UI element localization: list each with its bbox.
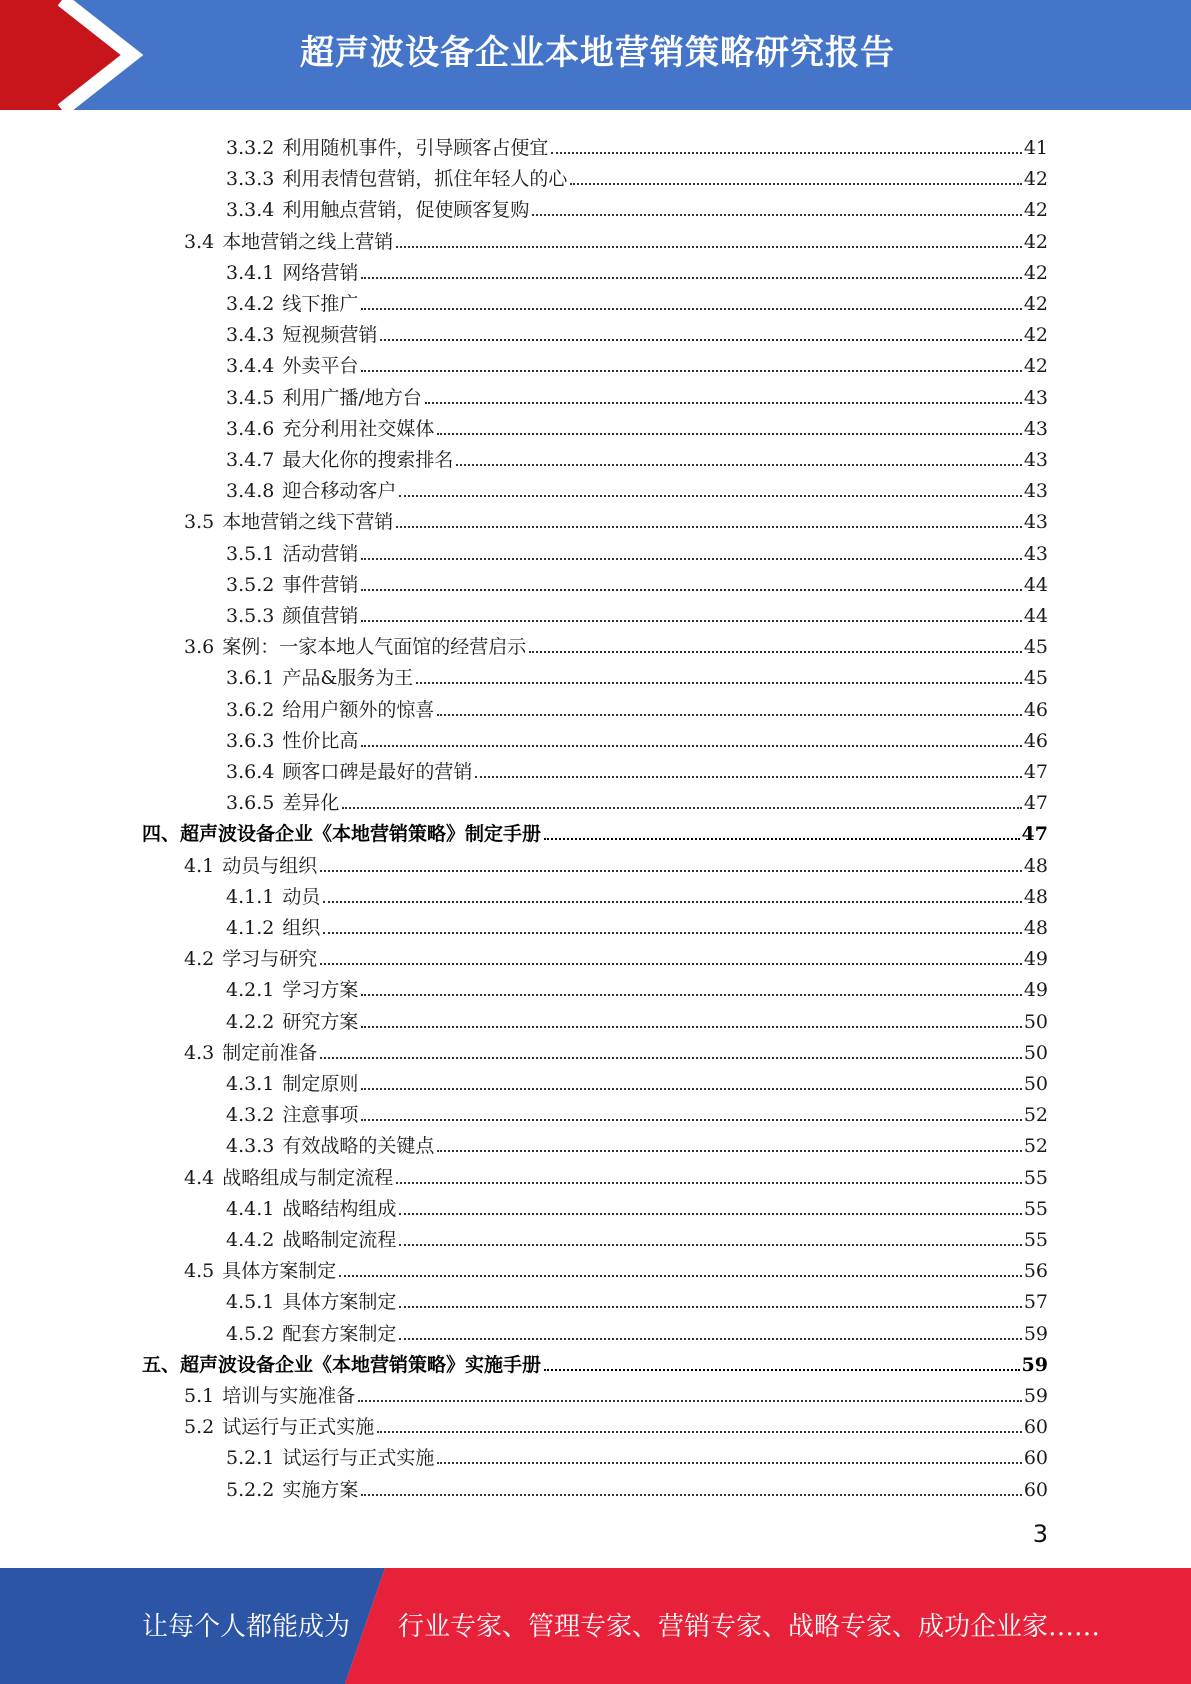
toc-entry[interactable] bbox=[0, 814, 1048, 845]
toc-entry[interactable] bbox=[0, 1282, 1048, 1313]
toc-entry-number: 3.4.8 bbox=[226, 480, 275, 503]
toc-dot-leader bbox=[399, 1244, 1021, 1246]
toc-entry-number: 5.1 bbox=[184, 1385, 215, 1407]
toc-entry-number: 4.1.1 bbox=[226, 885, 275, 908]
toc-entry[interactable] bbox=[0, 378, 1048, 409]
toc-dot-leader bbox=[361, 620, 1021, 622]
toc-entry-title: 战略结构组成 bbox=[282, 1197, 397, 1220]
toc-entry[interactable] bbox=[0, 1376, 1048, 1407]
toc-entry-number: 3.4.6 bbox=[226, 417, 275, 440]
toc-entry[interactable] bbox=[0, 658, 1048, 689]
toc-dot-leader bbox=[361, 1088, 1021, 1090]
toc-entry-title: 利用广播/地方台 bbox=[282, 386, 422, 409]
toc-entry[interactable] bbox=[0, 939, 1048, 970]
toc-entry-title: 实施方案 bbox=[282, 1478, 359, 1501]
toc-entry-title: 迎合移动客户 bbox=[282, 480, 397, 503]
toc-entry-number: 3.5 bbox=[184, 511, 215, 534]
toc-entry-page: 47 bbox=[1023, 792, 1048, 815]
toc-entry-title: 培训与实施准备 bbox=[222, 1385, 356, 1407]
toc-dot-leader bbox=[399, 1338, 1021, 1340]
toc-entry-title: 案例：一家本地人气面馆的经营启示 bbox=[222, 636, 527, 659]
toc-entry-title: 具体方案制定 bbox=[282, 1291, 397, 1314]
toc-dot-leader bbox=[361, 745, 1021, 747]
toc-entry-page: 59 bbox=[1023, 1322, 1048, 1345]
toc-entry-title: 颜值营销 bbox=[282, 605, 359, 627]
toc-entry-page: 45 bbox=[1023, 636, 1048, 659]
toc-entry-number: 3.5.3 bbox=[226, 605, 275, 627]
toc-entry-page: 42 bbox=[1023, 324, 1048, 347]
toc-entry[interactable] bbox=[0, 253, 1048, 284]
toc-dot-leader bbox=[342, 807, 1021, 809]
toc-entry-number: 4.4.1 bbox=[226, 1197, 275, 1220]
toc-entry[interactable] bbox=[0, 721, 1048, 752]
toc-entry[interactable] bbox=[0, 409, 1048, 440]
toc-dot-leader bbox=[361, 308, 1021, 310]
toc-entry-title: 差异化 bbox=[282, 792, 340, 815]
toc-entry-page: 42 bbox=[1023, 261, 1048, 284]
toc-entry[interactable] bbox=[0, 284, 1048, 315]
page-header bbox=[0, 0, 1191, 110]
toc-entry-number: 4.5 bbox=[184, 1260, 215, 1283]
toc-entry-title: 利用随机事件，引导顾客占便宜 bbox=[282, 137, 549, 159]
toc-entry-number: 3.3.2 bbox=[226, 137, 275, 159]
toc-entry-title: 四、超声波设备企业《本地营销策略》制定手册 bbox=[142, 823, 542, 846]
toc-dot-leader bbox=[437, 1150, 1021, 1152]
toc-entry[interactable] bbox=[0, 1095, 1048, 1126]
toc-entry-number: 4.5.2 bbox=[226, 1322, 275, 1345]
toc-dot-leader bbox=[532, 214, 1021, 216]
toc-entry[interactable] bbox=[0, 1251, 1048, 1282]
toc-entry-page: 42 bbox=[1023, 230, 1048, 253]
toc-entry-page: 42 bbox=[1023, 199, 1048, 222]
toc-entry-page: 49 bbox=[1023, 948, 1048, 971]
toc-dot-leader bbox=[361, 1494, 1021, 1496]
toc-entry-title: 试运行与正式实施 bbox=[222, 1416, 375, 1439]
toc-entry-title: 学习方案 bbox=[282, 979, 359, 1002]
toc-dot-leader bbox=[377, 1431, 1022, 1433]
toc-entry-number: 3.4.5 bbox=[226, 386, 275, 409]
toc-entry-page: 43 bbox=[1023, 480, 1048, 503]
toc-entry[interactable] bbox=[0, 440, 1048, 471]
toc-entry-title: 产品&服务为王 bbox=[282, 667, 414, 690]
toc-dot-leader bbox=[320, 1057, 1022, 1059]
toc-entry-number: 3.6.5 bbox=[226, 792, 275, 815]
toc-entry-number: 3.6.4 bbox=[226, 761, 275, 783]
toc-entry[interactable] bbox=[0, 128, 1048, 159]
toc-entry[interactable] bbox=[0, 970, 1048, 1001]
toc-entry-number: 4.3.2 bbox=[226, 1104, 275, 1127]
toc-dot-leader bbox=[475, 776, 1021, 778]
toc-dot-leader bbox=[425, 402, 1022, 404]
toc-entry-title: 充分利用社交媒体 bbox=[282, 417, 435, 440]
toc-entry[interactable] bbox=[0, 1407, 1048, 1438]
toc-entry-number: 4.2.2 bbox=[226, 1010, 275, 1033]
toc-dot-leader bbox=[399, 495, 1021, 497]
toc-entry-title: 顾客口碑是最好的营销 bbox=[282, 761, 473, 783]
toc-dot-leader bbox=[320, 963, 1022, 965]
toc-entry-number: 4.2.1 bbox=[226, 979, 275, 1002]
toc-entry[interactable] bbox=[0, 1314, 1048, 1345]
toc-entry-title: 事件营销 bbox=[282, 573, 359, 596]
toc-entry-number: 3.6 bbox=[184, 636, 215, 659]
toc-entry-title: 制定前准备 bbox=[222, 1041, 318, 1064]
toc-entry[interactable] bbox=[0, 159, 1048, 190]
toc-entry-title: 有效战略的关键点 bbox=[282, 1135, 435, 1158]
toc-entry[interactable] bbox=[0, 1158, 1048, 1189]
toc-dot-leader bbox=[544, 838, 1020, 840]
toc-entry-number: 4.3 bbox=[184, 1041, 215, 1064]
toc-dot-leader bbox=[361, 1026, 1021, 1028]
toc-dot-leader bbox=[399, 1213, 1021, 1215]
toc-entry-page: 44 bbox=[1023, 573, 1048, 596]
toc-entry-number: 3.5.1 bbox=[226, 542, 275, 565]
toc-dot-leader bbox=[361, 1119, 1021, 1121]
footer-slogan-right: 行业专家、管理专家、营销专家、战略专家、成功企业家…… bbox=[398, 1612, 1101, 1642]
toc-dot-leader bbox=[396, 1182, 1022, 1184]
toc-entry-page: 48 bbox=[1023, 917, 1048, 939]
toc-entry-page: 59 bbox=[1021, 1353, 1048, 1376]
toc-dot-leader bbox=[380, 339, 1021, 341]
toc-entry-number: 4.2 bbox=[184, 948, 215, 971]
toc-entry-title: 组织 bbox=[282, 917, 321, 939]
toc-entry-title: 试运行与正式实施 bbox=[282, 1447, 435, 1470]
toc-entry[interactable] bbox=[0, 1345, 1048, 1376]
toc-entry-page: 50 bbox=[1023, 1010, 1048, 1033]
toc-entry-number: 3.4.2 bbox=[226, 293, 275, 315]
toc-entry-number: 3.4.3 bbox=[226, 324, 275, 347]
toc-entry-title: 战略制定流程 bbox=[282, 1229, 397, 1251]
toc-entry-title: 学习与研究 bbox=[222, 948, 318, 971]
toc-entry-number: 3.6.3 bbox=[226, 729, 275, 752]
toc-dot-leader bbox=[544, 1369, 1020, 1371]
toc-entry-number: 5.2.2 bbox=[226, 1478, 275, 1501]
toc-entry-title: 最大化你的搜索排名 bbox=[282, 449, 454, 471]
toc-entry[interactable] bbox=[0, 1033, 1048, 1064]
toc-entry-page: 55 bbox=[1023, 1197, 1048, 1220]
toc-entry-title: 利用表情包营销，抓住年轻人的心 bbox=[282, 168, 568, 191]
footer-slogan-left: 让每个人都能成为 bbox=[142, 1612, 351, 1642]
toc-dot-leader bbox=[551, 152, 1021, 154]
toc-dot-leader bbox=[396, 526, 1022, 528]
toc-entry-page: 43 bbox=[1023, 511, 1048, 534]
toc-entry-page: 47 bbox=[1023, 761, 1048, 783]
toc-entry-title: 外卖平台 bbox=[282, 355, 359, 378]
toc-entry-number: 3.4 bbox=[184, 230, 215, 253]
toc-entry-number: 3.4.7 bbox=[226, 449, 275, 471]
toc-entry-number: 5.2.1 bbox=[226, 1447, 275, 1470]
toc-entry-page: 43 bbox=[1023, 417, 1048, 440]
toc-entry-title: 战略组成与制定流程 bbox=[222, 1166, 394, 1189]
toc-entry[interactable] bbox=[0, 502, 1048, 533]
toc-entry-page: 43 bbox=[1023, 542, 1048, 565]
toc-entry-number: 4.5.1 bbox=[226, 1291, 275, 1314]
toc-dot-leader bbox=[361, 589, 1021, 591]
toc-dot-leader bbox=[320, 870, 1022, 872]
toc-entry[interactable] bbox=[0, 1189, 1048, 1220]
toc-entry[interactable] bbox=[0, 471, 1048, 502]
toc-entry[interactable] bbox=[0, 346, 1048, 377]
toc-entry-page: 60 bbox=[1023, 1416, 1048, 1439]
toc-entry-number: 4.3.1 bbox=[226, 1073, 275, 1095]
toc-entry-title: 利用触点营销，促使顾客复购 bbox=[282, 199, 530, 222]
toc-entry-page: 55 bbox=[1023, 1166, 1048, 1189]
toc-entry-number: 3.6.1 bbox=[226, 667, 275, 690]
toc-entry-title: 动员 bbox=[282, 885, 321, 908]
toc-entry-page: 41 bbox=[1023, 137, 1048, 159]
toc-entry[interactable] bbox=[0, 222, 1048, 253]
page-number: 3 bbox=[1032, 1520, 1048, 1548]
toc-dot-leader bbox=[570, 183, 1021, 185]
toc-entry[interactable] bbox=[0, 877, 1048, 908]
toc-dot-leader bbox=[416, 682, 1022, 684]
toc-dot-leader bbox=[339, 1275, 1022, 1277]
toc-entry-page: 60 bbox=[1023, 1478, 1048, 1501]
toc-dot-leader bbox=[399, 1306, 1021, 1308]
toc-entry-number: 3.4.4 bbox=[226, 355, 275, 378]
toc-entry[interactable] bbox=[0, 690, 1048, 721]
toc-entry[interactable] bbox=[0, 1064, 1048, 1095]
toc-entry-number: 3.5.2 bbox=[226, 573, 275, 596]
toc-entry-title: 配套方案制定 bbox=[282, 1322, 397, 1345]
toc-entry[interactable] bbox=[0, 1220, 1048, 1251]
toc-entry[interactable] bbox=[0, 565, 1048, 596]
toc-entry-number: 3.3.4 bbox=[226, 199, 275, 222]
toc-dot-leader bbox=[358, 1400, 1022, 1402]
toc-entry-page: 50 bbox=[1023, 1073, 1048, 1095]
toc-entry-page: 52 bbox=[1023, 1104, 1048, 1127]
toc-entry-title: 性价比高 bbox=[282, 729, 359, 752]
toc-entry-page: 46 bbox=[1023, 698, 1048, 721]
toc-entry-page: 43 bbox=[1023, 386, 1048, 409]
toc-entry[interactable] bbox=[0, 783, 1048, 814]
toc-entry-page: 57 bbox=[1023, 1291, 1048, 1314]
toc-entry-title: 网络营销 bbox=[282, 261, 359, 284]
toc-entry[interactable] bbox=[0, 627, 1048, 658]
toc-entry[interactable] bbox=[0, 1438, 1048, 1469]
toc-dot-leader bbox=[456, 464, 1021, 466]
toc-entry[interactable] bbox=[0, 1002, 1048, 1033]
toc-entry-page: 60 bbox=[1023, 1447, 1048, 1470]
toc-entry[interactable] bbox=[0, 752, 1048, 783]
toc-entry[interactable] bbox=[0, 190, 1048, 221]
toc-entry-title: 注意事项 bbox=[282, 1104, 359, 1127]
toc-entry-page: 42 bbox=[1023, 293, 1048, 315]
toc-entry-page: 48 bbox=[1023, 885, 1048, 908]
toc-entry-title: 短视频营销 bbox=[282, 324, 378, 347]
toc-entry[interactable] bbox=[0, 534, 1048, 565]
toc-entry-number: 4.1.2 bbox=[226, 917, 275, 939]
toc-dot-leader bbox=[437, 1462, 1021, 1464]
toc-dot-leader bbox=[437, 433, 1021, 435]
toc-entry-title: 本地营销之线下营销 bbox=[222, 511, 394, 534]
toc-dot-leader bbox=[529, 651, 1022, 653]
toc-dot-leader bbox=[396, 246, 1022, 248]
page-footer bbox=[0, 1568, 1191, 1684]
toc-entry-number: 4.4 bbox=[184, 1166, 215, 1189]
toc-entry-title: 制定原则 bbox=[282, 1073, 359, 1095]
toc-entry-number: 5.2 bbox=[184, 1416, 215, 1439]
toc-entry[interactable] bbox=[0, 846, 1048, 877]
toc-entry-title: 本地营销之线上营销 bbox=[222, 230, 394, 253]
toc-entry-title: 五、超声波设备企业《本地营销策略》实施手册 bbox=[142, 1353, 542, 1376]
toc-entry-page: 49 bbox=[1023, 979, 1048, 1002]
toc-entry-title: 线下推广 bbox=[282, 293, 359, 315]
toc-entry-page: 59 bbox=[1023, 1385, 1048, 1407]
toc-entry-page: 55 bbox=[1023, 1229, 1048, 1251]
toc-entry-page: 50 bbox=[1023, 1041, 1048, 1064]
toc-entry-page: 56 bbox=[1023, 1260, 1048, 1283]
toc-dot-leader bbox=[361, 994, 1021, 996]
toc-dot-leader bbox=[361, 558, 1021, 560]
toc-entry-page: 46 bbox=[1023, 729, 1048, 752]
toc-entry-page: 52 bbox=[1023, 1135, 1048, 1158]
chevron-decoration bbox=[0, 0, 160, 110]
toc-entry-number: 3.4.1 bbox=[226, 261, 275, 284]
toc-entry-title: 活动营销 bbox=[282, 542, 359, 565]
report-title: 超声波设备企业本地营销策略研究报告 bbox=[300, 33, 895, 73]
toc-entry-page: 45 bbox=[1023, 667, 1048, 690]
toc-dot-leader bbox=[361, 370, 1021, 372]
toc-entry-title: 具体方案制定 bbox=[222, 1260, 337, 1283]
toc-entry-title: 研究方案 bbox=[282, 1010, 359, 1033]
toc-entry-number: 4.4.2 bbox=[226, 1229, 275, 1251]
toc-dot-leader bbox=[437, 714, 1021, 716]
toc-dot-leader bbox=[323, 901, 1021, 903]
toc-entry-number: 4.3.3 bbox=[226, 1135, 275, 1158]
toc-entry-number: 3.3.3 bbox=[226, 168, 275, 191]
toc-entry-number: 3.6.2 bbox=[226, 698, 275, 721]
toc-entry[interactable] bbox=[0, 1470, 1048, 1501]
toc-entry-page: 47 bbox=[1021, 823, 1048, 846]
toc-entry[interactable] bbox=[0, 908, 1048, 939]
toc-entry-title: 给用户额外的惊喜 bbox=[282, 698, 435, 721]
toc-dot-leader bbox=[323, 932, 1021, 934]
toc-entry[interactable] bbox=[0, 1126, 1048, 1157]
toc-entry[interactable] bbox=[0, 596, 1048, 627]
toc-entry-page: 48 bbox=[1023, 854, 1048, 877]
toc-entry-page: 44 bbox=[1023, 605, 1048, 627]
toc-entry-page: 42 bbox=[1023, 355, 1048, 378]
toc-entry-page: 42 bbox=[1023, 168, 1048, 191]
toc-entry-title: 动员与组织 bbox=[222, 854, 318, 877]
toc-entry-number: 4.1 bbox=[184, 854, 215, 877]
toc-entry[interactable] bbox=[0, 315, 1048, 346]
toc-dot-leader bbox=[361, 277, 1021, 279]
toc-entry-page: 43 bbox=[1023, 449, 1048, 471]
